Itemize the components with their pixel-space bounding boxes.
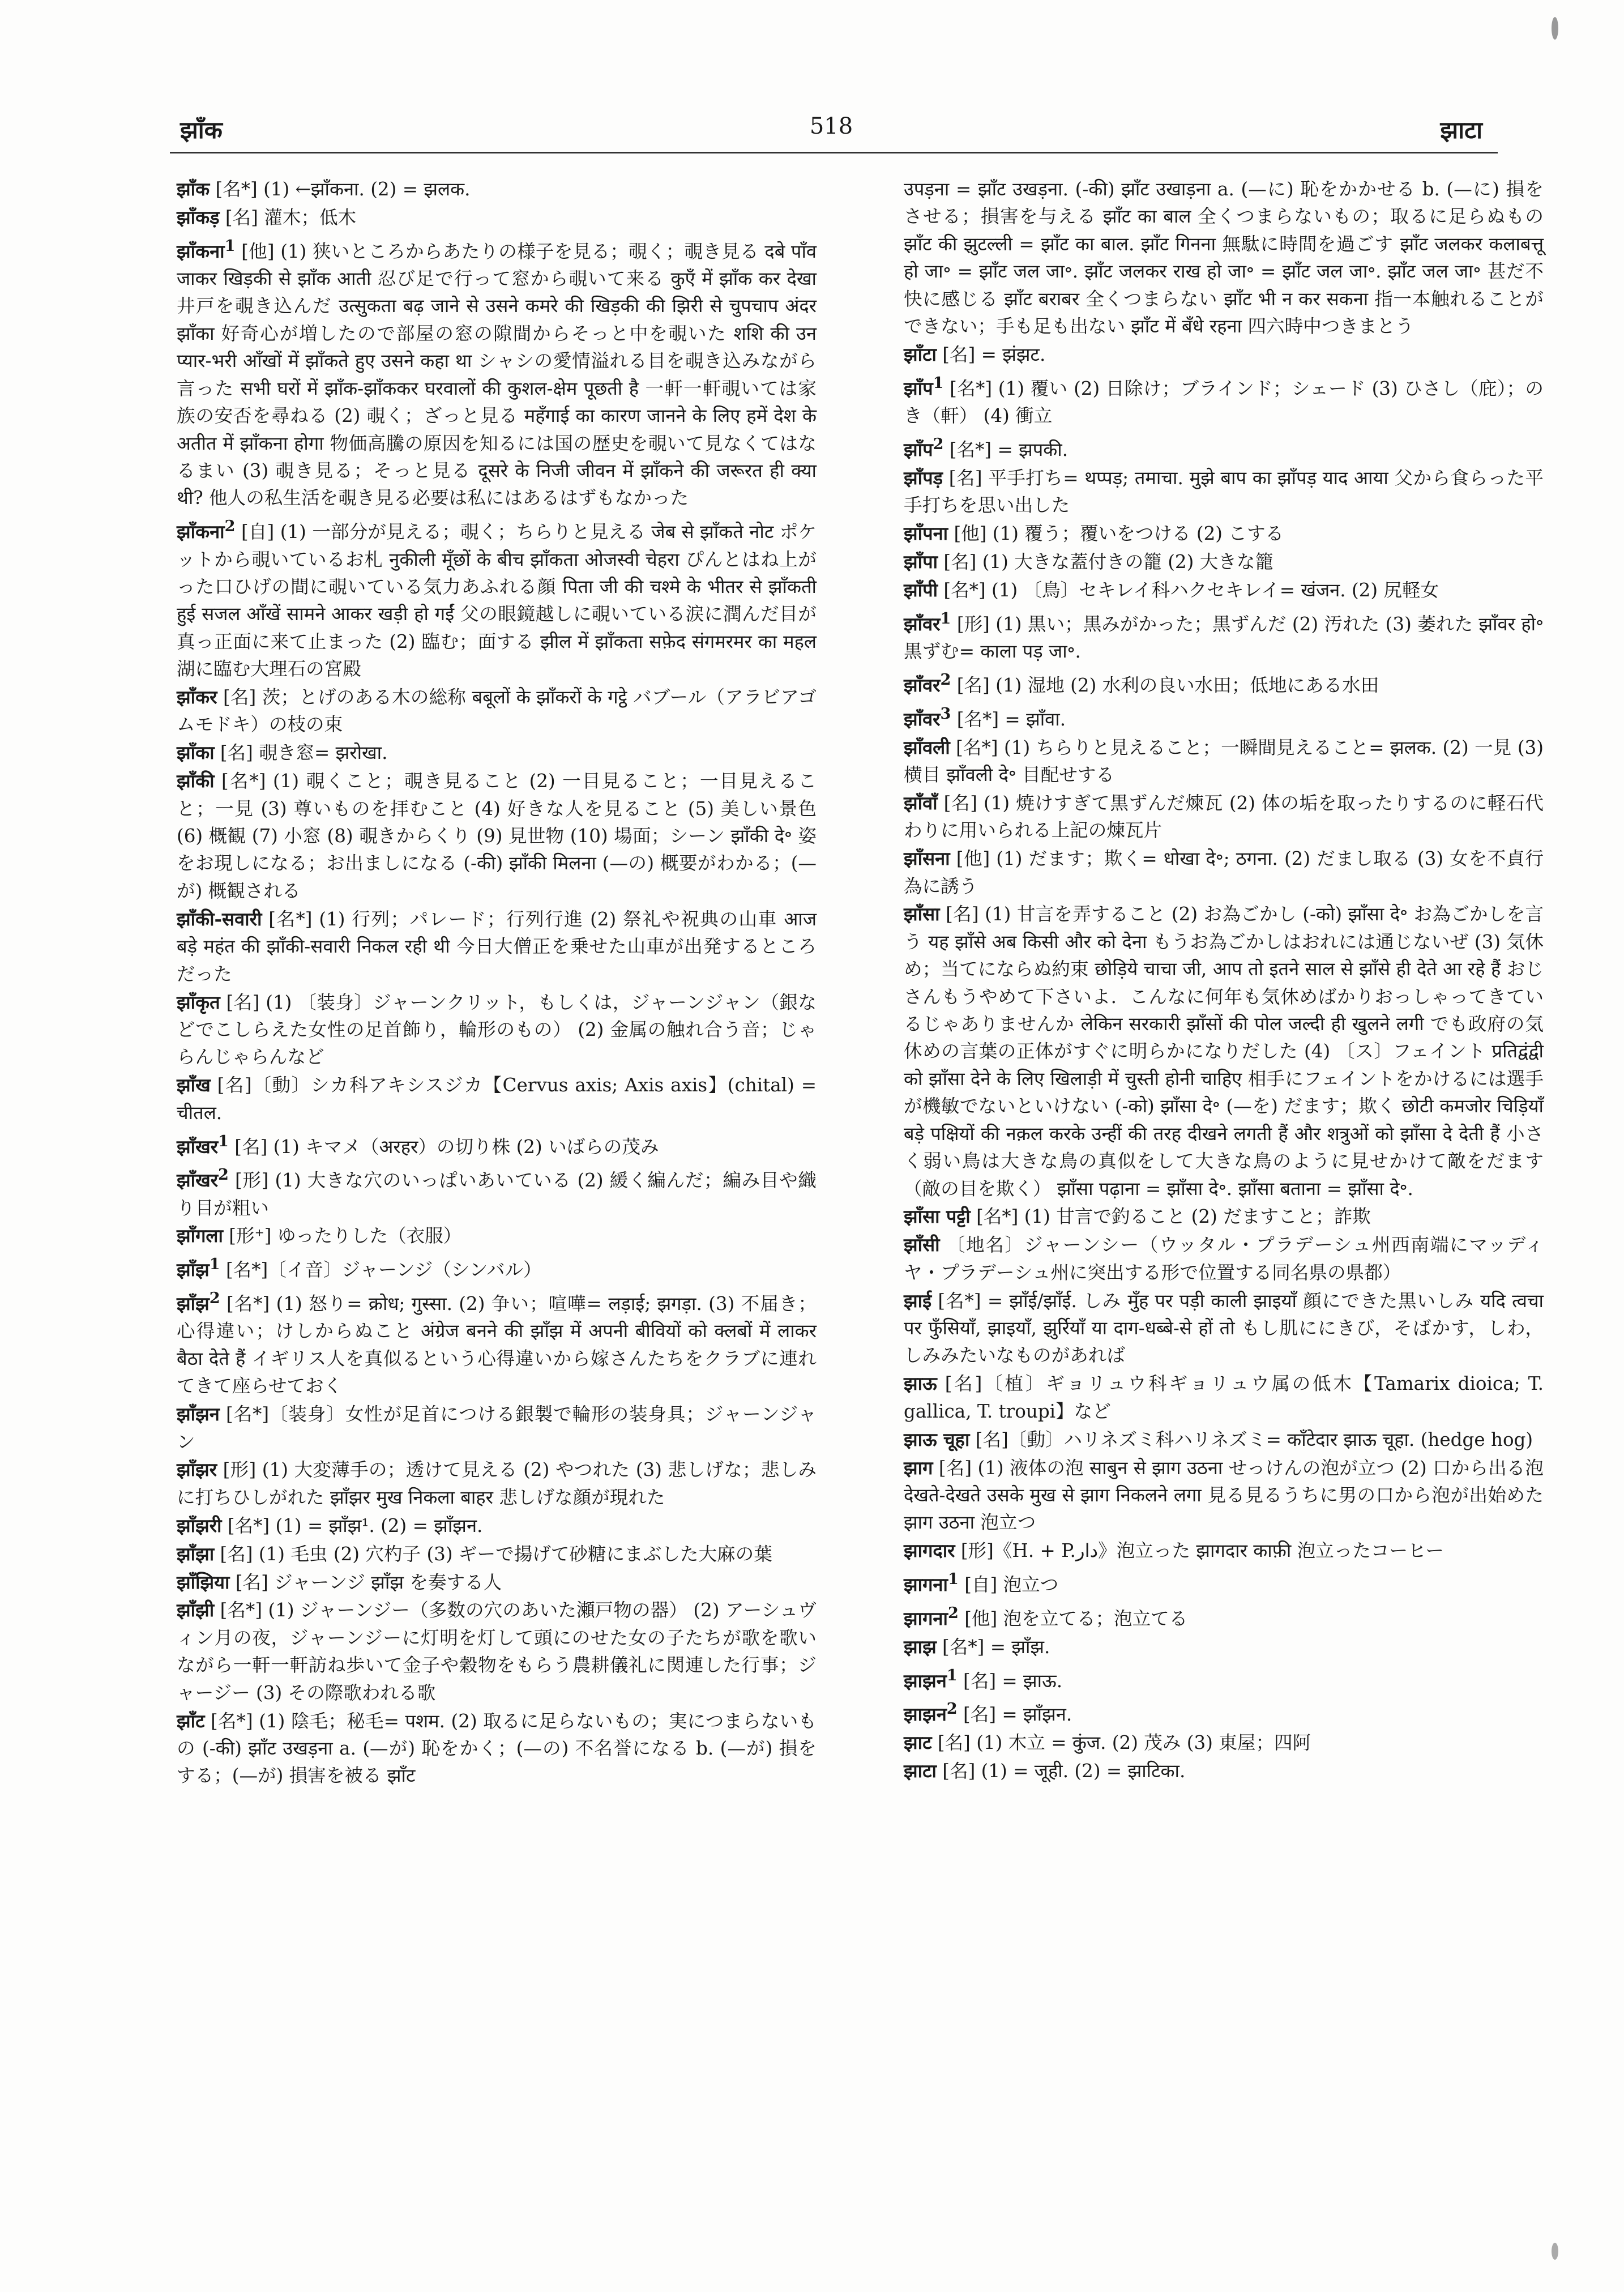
entry-headword: झाँपी: [904, 578, 938, 601]
entry-headword: झाँवाँ: [904, 791, 938, 814]
entry-headword: झाझन: [904, 1669, 947, 1692]
entry-definition: [名*] (1) ジャーンジー（多数の穴のあいた瀬戸物の器） (2) アーシュヴィン月の夜，ジャーンジーに灯明を灯して頭にのせた女の子たちが歌を歌いながら一軒一軒訪ね歩いて金子や穀物をもらう農耕儀礼に関連した行事；ジャージー (3) その際歌われる歌: [177, 1599, 817, 1704]
entry-definition: [名] = झंझट.: [936, 343, 1046, 365]
dictionary-entry: [904, 1599, 1544, 1632]
homograph-number: 1: [933, 373, 944, 392]
entry-headword: झाँसना: [904, 847, 950, 870]
entry-definition: [名*] (1) 覗くこと；覗き見ること (2) 一目見ること；一目見えること；一見 (3) 尊いものを拝むこと (4) 好きな人を見ること (5) 美しい景色 (6) 概観 (7) 小窓 (8) 覗きからくり (9) 見世物 (10) 場面；シーン झाँकी दे॰ 姿をお現しになる；お出ましになる (-की) झाँकी मिलना (—の) 概要がわかる；(—が) 概観される: [177, 770, 817, 902]
entry-headword: झाँझन: [177, 1403, 220, 1425]
entry-headword: झाँझ: [177, 1292, 210, 1314]
entry-definition: [名*]〔イ音〕ジャーンジ（シンバル）: [220, 1259, 542, 1281]
entry-definition: [他] (1) だます；欺く= धोखा दे॰; ठगना. (2) だまし取る (3) 女を不貞行為に誘う: [904, 848, 1544, 897]
entry-definition: [形]《H. + P.دار》泡立った झागदार काफ़ी 泡立ったコーヒー: [955, 1540, 1444, 1562]
entry-definition: [名*] (1) 〔鳥〕セキレイ科ハクセキレイ= खंजन. (2) 尻軽女: [938, 579, 1439, 601]
entry-headword: झाँझा: [177, 1542, 215, 1565]
dictionary-entry: [904, 577, 1544, 604]
dictionary-entry: [904, 1662, 1544, 1695]
dictionary-entry: [904, 341, 1544, 368]
entry-definition: [名*] = झाँवा.: [951, 708, 1066, 730]
entry-headword: झाटा: [904, 1760, 937, 1782]
dictionary-entry: [177, 176, 817, 203]
dictionary-entry: [904, 1370, 1544, 1425]
entry-headword: झाँसा: [904, 903, 940, 925]
dictionary-entry: [904, 1454, 1544, 1536]
dictionary-entry: [177, 1512, 817, 1539]
dictionary-entry: [177, 1597, 817, 1706]
entry-headword: झाँख: [177, 1074, 211, 1096]
entry-definition: [名] 茨；とげのある木の総称 बबूलों के झाँकरों के गट्ठे バブール（アラビアゴムモドキ）の枝の束: [177, 686, 817, 736]
entry-definition: [名*] (1) 行列；パレード；行列行進 (2) 祭礼や祝典の山車 आज बड़े महंत की झाँकी-सवारी निकल रही थी 今日大僧正を乗せた山車が出発するところだった: [177, 908, 817, 985]
scan-speck: [1552, 2243, 1558, 2260]
entry-headword: झाँटा: [904, 343, 937, 365]
entry-definition: [名] (1) キマメ（अरहर）の切り株 (2) いばらの茂み: [228, 1136, 659, 1158]
entry-headword: झाँपा: [904, 550, 938, 573]
homograph-number: 2: [209, 1289, 220, 1308]
entry-definition: [名] (1) 液体の泡 साबुन से झाग उठना せっけんの泡が立つ (2) 口から出る泡 देखते-देखते उसके मुख से झाग निकलने लगा 見る見るうちに男の口から泡が出始めた झाग उठना 泡立つ: [904, 1457, 1544, 1534]
left-column: [177, 176, 817, 1790]
entry-headword: झाँप: [904, 377, 933, 399]
entry-definition: [名] 覗き窓= झरोखा.: [214, 742, 388, 764]
entry-definition: [名*] = झपकी.: [943, 438, 1069, 460]
entry-definition: [名*] (1) = झाँझ¹. (2) = झाँझन.: [221, 1514, 483, 1536]
homograph-number: 1: [224, 236, 236, 255]
entry-definition: [名] (1) 甘言を弄すること (2) お為ごかし (-को) झाँसा दे॰ お為ごかしを言う यह झाँसे अब किसी और को देना もうお為ごかしはおれには通じないぜ (3) 気休め；当てにならぬ約束 छोड़िये चाचा जी, आप तो इतने साल से झाँसे ही देते आ रहे हैं おじさんもうやめて下さいよ．こんなに何年も気休めばかりおっしゃってきているじゃありませんか लेकिन सरकारी झाँसों की पोल जल्दी ही खुलने लगी でも政府の気休めの言葉の正体がすぐに明らかになりだした (4) 〔ス〕フェイント प्रतिद्वंद्वी को झाँसा देने के लिए खिलाड़ी में चुस्ती होनी चाहिए 相手にフェイントをかけるには選手が機敏でないといけない (-को) झाँसा दे॰ (—を) だます；欺く छोटी कमजोर चिड़ियाँ बड़े पक्षियों की नक़ल करके उन्हीं की तरह दीखने लगती हैं और शत्रुओं को झाँसा दे देती हैं 小さく弱い鳥は大きな鳥の真似をして大きな鳥のように見せかけて敵をだます（敵の目を欺く） झाँसा पढ़ाना = झाँसा दे॰. झाँसा बताना = झाँसा दे॰.: [904, 903, 1544, 1200]
dictionary-entry: [177, 1222, 817, 1249]
entry-headword: झाँझरी: [177, 1514, 222, 1536]
entry-definition: [形] (1) 黒い；黒みがかった；黒ずんだ (2) 汚れた (3) 萎れた झाँवर हो॰ 黒ずむ= काला पड़ जा॰.: [904, 613, 1544, 663]
dictionary-entry: [177, 1161, 817, 1222]
dictionary-entry: [904, 1537, 1544, 1564]
homograph-number: 1: [940, 609, 951, 628]
dictionary-entry: [904, 1426, 1544, 1453]
right-column: [904, 176, 1544, 1786]
dictionary-entry: [904, 1231, 1544, 1286]
entry-definition: [他] (1) 狭いところからあたりの様子を見る；覗く；覗き見る दबे पाँव जाकर खिड़की से झाँक आती 忍び足で行って窓から覗いて来る कुएँ में झाँक कर देखा 井戸を覗き込んだ उत्सुकता बढ़ जाने से उसने कमरे की खिड़की की झिरी से चुपचाप अंदर झाँका 好奇心が増したので部屋の窓の隙間からそっと中を覗いた शशि की उन प्यार-भरी आँखों में झाँकते हुए उसने कहा था シャシの愛情溢れる目を覗き込みながら言った सभी घरों में झाँक-झाँककर घरवालों की कुशल-क्षेम पूछती है 一軒一軒覗いては家族の安否を尋ねる (2) 覗く；ざっと見る महँगाई का कारण जानने के लिए हमें देश के अतीत में झाँकना होगा 物価高騰の原因を知るには国の歴史を覗いて見なくてはなるまい (3) 覗き見る；そっと見る दूसरे के निजी जीवन में झाँकने की जरूरत ही क्या थी? 他人の私生活を覗き見る必要は私にはあるはずもなかった: [177, 240, 817, 509]
entry-definition: [名]〔植〕ギョリュウ科ギョリュウ属の低木【Tamarix dioica; T. gallica, T. troupi】など: [904, 1373, 1544, 1422]
entry-headword: झाँगला: [177, 1224, 223, 1247]
homograph-number: 2: [940, 670, 951, 689]
homograph-number: 2: [946, 1700, 958, 1718]
entry-headword: झाँक: [177, 178, 210, 200]
dictionary-entry: [904, 176, 1544, 340]
entry-definition: [他] 泡を立てる；泡立てる: [958, 1607, 1188, 1629]
entry-definition: [名] ジャーンジ झाँझ を奏する人: [229, 1571, 502, 1593]
dictionary-entry: [177, 1284, 817, 1399]
dictionary-entry: [904, 789, 1544, 844]
entry-definition: [名]〔動〕シカ科アキシスジカ【Cervus axis; Axis axis】(chital) = चीतल.: [177, 1074, 817, 1124]
dictionary-entry: [177, 1456, 817, 1511]
dictionary-entry: [904, 1203, 1544, 1230]
homograph-number: 2: [218, 1166, 229, 1184]
dictionary-entry: [904, 369, 1544, 430]
dictionary-entry: [904, 1565, 1544, 1598]
homograph-number: 1: [209, 1255, 220, 1274]
dictionary-entry: [904, 520, 1544, 547]
entry-definition: [形⁺] ゆったりした（衣服）: [223, 1225, 462, 1247]
entry-headword: झाँकना: [177, 520, 225, 543]
entry-headword: झाँवर: [904, 612, 941, 635]
entry-definition: [名] (1) 木立 = कुंज. (2) 茂み (3) 東屋；四阿: [931, 1732, 1311, 1754]
dictionary-entry: [177, 1708, 817, 1790]
entry-definition: [名] = झाँझन.: [957, 1704, 1072, 1726]
entry-headword: झाँप: [904, 438, 933, 460]
dictionary-entry: [904, 1729, 1544, 1756]
entry-definition: [名] 灌木；低木: [219, 206, 357, 228]
entry-headword: झाँवर: [904, 673, 941, 696]
entry-headword: झाँका: [177, 741, 215, 764]
entry-headword: झाँझी: [177, 1599, 215, 1621]
homograph-number: 2: [947, 1603, 959, 1622]
dictionary-entry: [177, 989, 817, 1071]
dictionary-entry: [904, 1633, 1544, 1661]
entry-headword: झाँझर: [177, 1458, 217, 1481]
entry-headword: झाँकर: [177, 686, 217, 708]
entry-headword: झाँपना: [904, 522, 948, 545]
dictionary-entry: [177, 232, 817, 512]
dictionary-entry: [904, 700, 1544, 733]
homograph-number: 2: [933, 435, 944, 454]
dictionary-entry: [904, 666, 1544, 699]
dictionary-entry: [177, 767, 817, 904]
entry-definition: [名] (1) = जूही. (2) = झाटिका.: [936, 1760, 1186, 1782]
entry-definition: [名]〔動〕ハリネズミ科ハリネズミ= काँटेदार झाऊ चूहा. (hedge hog): [969, 1428, 1533, 1450]
dictionary-entry: [177, 1540, 817, 1568]
dictionary-entry: [177, 1250, 817, 1283]
dictionary-entry: [904, 1287, 1544, 1369]
entry-definition: [名*] (1) ちらりと見えること；一瞬間見えること= झलक. (2) 一見 (3) 横目 झाँवली दे॰ 目配せする: [904, 736, 1544, 786]
entry-definition: [名] (1) 焼けすぎて黒ずんだ煉瓦 (2) 体の垢を取ったりするのに軽石代わりに用いられる上記の煉瓦片: [904, 792, 1544, 842]
entry-headword: झागना: [904, 1573, 948, 1596]
entry-definition: [名] (1) 湿地 (2) 水利の良い水田；低地にある水田: [951, 674, 1379, 696]
dictionary-entry: [177, 739, 817, 766]
entry-headword: झाँकृत: [177, 991, 220, 1013]
homograph-number: 1: [947, 1570, 959, 1589]
entry-headword: झाई: [904, 1289, 932, 1312]
entry-definition: [他] (1) 覆う；覆いをつける (2) こする: [948, 523, 1284, 545]
entry-definition: [名*] (1) ←झाँकना. (2) = झलक.: [210, 178, 471, 200]
homograph-number: 2: [224, 517, 236, 536]
entry-headword: झाँखर: [177, 1135, 219, 1158]
homograph-number: 1: [946, 1666, 958, 1684]
dictionary-entry: [177, 1072, 817, 1126]
entry-headword: झाँवली: [904, 736, 950, 758]
entry-definition: [名*]〔装身〕女性が足首につける銀製で輪形の装身具；ジャーンジャン: [177, 1403, 817, 1453]
entry-definition: [名*] = झाँझ.: [936, 1636, 1050, 1658]
entry-headword: झाँखर: [177, 1169, 219, 1192]
entry-definition: [名] 平手打ち= थप्पड़; तमाचा. मुझे बाप का झाँपड़ याद आया 父から食らった平手打ちを思い出した: [904, 467, 1544, 517]
dictionary-entry: [177, 1128, 817, 1160]
entry-headword: झाँझिया: [177, 1570, 230, 1593]
entry-headword: झाँपड़: [904, 466, 943, 489]
entry-definition: [名*] (1) 覆い (2) 日除け；ブラインド；シェード (3) ひさし（庇）；のき（軒） (4) 衝立: [904, 377, 1544, 427]
entry-definition: [名*] (1) 陰毛；秘毛= पशम. (2) 取るに足らないもの；実につまらないもの (-की) झाँट उखड़ना a. (—が) 恥をかく；(—の) 不名誉になる b. (—が) 損をする；(—が) 損害を被る झाँट: [177, 1710, 817, 1787]
dictionary-entry: [904, 430, 1544, 463]
entry-headword: झाँवर: [904, 707, 941, 730]
entry-headword: झाँकना: [177, 240, 225, 262]
entry-definition: [自] 泡立つ: [958, 1574, 1059, 1596]
dictionary-entry: [177, 684, 817, 739]
entry-headword: झाँकी-सवारी: [177, 907, 262, 930]
entry-definition: [名*] = झाँई/झाँई. しみ मुँह पर पड़ी काली झाइयाँ 顔にできた黒いしみ यदि त्वचा पर फुँसियाँ, झाइयाँ, झुर्रियाँ या दाग-धब्बे-से हों तो もし肌ににきび，そばかす，しわ，しみみたいなものがあれば: [904, 1290, 1544, 1367]
entry-headword: झाँसा पट्टी: [904, 1205, 971, 1228]
dictionary-entry: [904, 734, 1544, 789]
entry-definition: 〔地名〕ジャーンシー（ウッタル・プラデーシュ州西南端にマッディヤ・プラデーシュ州に突出する形で位置する同名県の県都）: [904, 1234, 1544, 1283]
dictionary-entry: [904, 900, 1544, 1202]
entry-headword: झागना: [904, 1607, 948, 1629]
entry-headword: झाऊ चूहा: [904, 1428, 970, 1450]
entry-headword: झाँकड़: [177, 206, 220, 228]
dictionary-entry: [904, 548, 1544, 575]
entry-headword: झाँझ: [177, 1258, 210, 1281]
dictionary-entry: [904, 605, 1544, 665]
entry-headword: झाझ: [904, 1635, 937, 1658]
entry-definition: [形] (1) 大きな穴のいっぱいあいている (2) 緩く編んだ；編み目や織り目が粗い: [177, 1170, 817, 1219]
homograph-number: 1: [218, 1132, 229, 1150]
dictionary-entry: [904, 1757, 1544, 1785]
page-header: [180, 113, 1482, 164]
entry-headword: झाँकी: [177, 770, 215, 792]
dictionary-entry: [904, 1695, 1544, 1728]
entry-definition: [形] (1) 大変薄手の；透けて見える (2) やつれた (3) 悲しげな；悲しみに打ちひしがれた झाँझर मुख निकला बाहर 悲しげな顔が現れた: [177, 1459, 817, 1508]
dictionary-entry: [904, 464, 1544, 519]
entry-headword: झाग: [904, 1456, 933, 1479]
dictionary-entry: [177, 1569, 817, 1596]
running-head-left: झाँक: [180, 116, 223, 144]
scan-speck: [1552, 17, 1558, 40]
entry-definition: [名] (1) 毛虫 (2) 穴杓子 (3) ギーで揚げて砂糖にまぶした大麻の葉: [214, 1543, 772, 1565]
homograph-number: 3: [940, 704, 951, 723]
entry-headword: झाँट: [177, 1709, 205, 1732]
dictionary-entry: [177, 204, 817, 231]
dictionary-entry: [904, 845, 1544, 900]
header-rule: [170, 152, 1498, 153]
dictionary-entry: [177, 513, 817, 682]
entry-headword: झागदार: [904, 1539, 955, 1562]
dictionary-entry: [177, 906, 817, 988]
entry-definition: [名] (1) 〔装身〕ジャーンクリット，もしくは，ジャーンジャン（銀などでこしらえた女性の足首飾り，輪形のもの） (2) 金属の触れ合う音；じゃらんじゃらんなど: [177, 991, 817, 1068]
entry-headword: झाँसी: [904, 1234, 940, 1256]
entry-headword: झाऊ: [904, 1372, 937, 1395]
entry-definition: [名] = झाऊ.: [957, 1670, 1063, 1692]
entry-definition: [名*] (1) 怒り= क्रोध; गुस्सा. (2) 争い；喧嘩= लड़ाई; झगड़ा. (3) 不届き；心得違い；けしからぬこと अंग्रेज बनने की झाँझ में अपनी बीवियों को क्लबों में लाकर बैठा देते हैं イギリス人を真似るという心得違いから嫁さんたちをクラブに連れてきて座らせておく: [177, 1293, 817, 1397]
entry-headword: झाझन: [904, 1703, 947, 1726]
entry-definition: [名] (1) 大きな蓋付きの籠 (2) 大きな籠: [938, 551, 1274, 573]
entry-definition: [名*] (1) 甘言で釣ること (2) だますこと；詐欺: [970, 1206, 1371, 1228]
entry-headword: झाट: [904, 1731, 932, 1754]
entry-definition: उपड़ना = झाँट उखड़ना. (-की) झाँट उखाड़ना a. (—に) 恥をかかせる b. (—に) 損をさせる；損害を与える झाँट का बाल 全くつまらないもの；取るに足らぬもの झाँट की झुटल्ली = झाँट का बाल. झाँट गिनना 無駄に時間を過ごす झाँट जलकर कलाबत्तू हो जा॰ = झाँट जल जा॰. झाँट जलकर राख हो जा॰ = झाँट जल जा॰. झाँट जल जा॰ 甚だ不快に感じる झाँट बराबर 全くつまらない झाँट भी न कर सकना 指一本触れることができない；手も足も出ない झाँट में बँधे रहना 四六時中つきまとう: [904, 178, 1544, 338]
entry-definition: [自] (1) 一部分が見える；覗く；ちらりと見える जेब से झाँकते नोट ポケットから覗いているお札 नुकीली मूँछों के बीच झाँकता ओजस्वी चेहरा ぴんとはね上がった口ひげの間に覗いている気力あふれる顔 पिता जी की चश्मे के भीतर से झाँकती हुई सजल आँखें सामने आकर खड़ी हो गईं 父の眼鏡越しに覗いている涙に潤んだ目が真っ正面に来て止まった (2) 臨む；面する झील में झाँकता सफ़ेद संगमरमर का महल 湖に臨む大理石の宮殿: [177, 521, 817, 680]
page-number: 518: [809, 113, 853, 139]
dictionary-entry: [177, 1401, 817, 1456]
running-head-right: झाटा: [1440, 116, 1482, 144]
